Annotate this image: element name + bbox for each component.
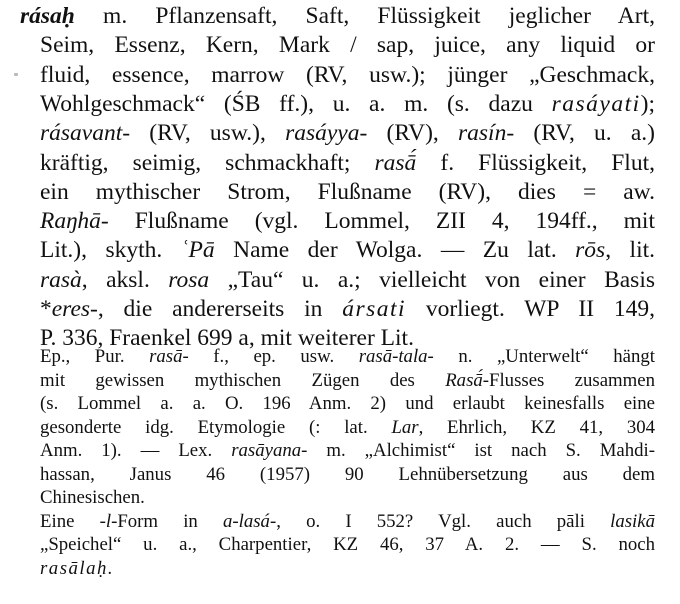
- note-line-1: [40, 345, 655, 368]
- main-term: ársati: [342, 296, 407, 322]
- main-line-2: [40, 32, 655, 59]
- main-text: , aksl.: [81, 266, 169, 293]
- main-line-6: [40, 150, 655, 177]
- main-text: , lit.: [605, 237, 655, 264]
- note-term: -l-: [99, 510, 118, 532]
- main-line-1: [20, 3, 655, 30]
- main-text: (RV),: [367, 120, 459, 147]
- main-text: Flußname (vgl. Lommel, ZII 4, 194ff., mit: [108, 208, 655, 235]
- main-text: Wohlgeschmack“ (ŚB ff.), u. a. m. (s. dazu: [40, 90, 552, 117]
- main-term: rasā́: [374, 149, 417, 176]
- note-text: f., ep. usw.: [188, 346, 359, 367]
- note-text: m. „Alchimist“ ist nach S. Mahdi-: [307, 440, 655, 461]
- main-term: rásaḥ: [20, 3, 75, 29]
- main-text: P. 336, Fraenkel 699 a, mit weiterer Lit.: [40, 325, 414, 352]
- main-term: rasà: [40, 266, 82, 293]
- main-text: );: [640, 90, 655, 117]
- main-term: rásavant-: [40, 120, 131, 147]
- main-text: , die andererseits in: [97, 296, 343, 322]
- note-term: rasā-: [149, 346, 189, 367]
- main-line-8: [40, 208, 655, 235]
- main-text: Seim, Essenz, Kern, Mark / sap, juice, any liquid or: [40, 32, 655, 59]
- main-text: Lit.), skyth.: [40, 237, 181, 264]
- main-term: rasín-: [458, 120, 515, 147]
- note-line-5: [40, 439, 655, 462]
- main-term: rasáyya-: [285, 120, 368, 147]
- note-term: a-lasá-: [222, 510, 277, 532]
- main-term: Raŋhā-: [40, 208, 109, 235]
- main-text: kräftig, seimig, schmackhaft;: [40, 149, 375, 176]
- note-line-8: [40, 510, 655, 533]
- main-term: rōs: [575, 237, 606, 264]
- note-text: , Ehrlich, KZ 41, 304: [418, 416, 655, 438]
- note-text: mit gewissen mythischen Zügen des: [40, 369, 446, 391]
- note-text: -Flusses zusammen: [482, 369, 655, 391]
- note-line-2: [40, 369, 655, 392]
- note-text: , o. I 552? Vgl. auch pāli: [276, 510, 611, 532]
- note-line-3: [40, 392, 655, 415]
- note-term: rasā-tala-: [358, 346, 434, 367]
- note-line-6: [40, 463, 655, 486]
- note-text: Eine: [40, 510, 100, 532]
- note-line-7: [40, 486, 145, 509]
- main-line-5: [40, 120, 655, 147]
- note-text: Anm. 1). — Lex.: [40, 440, 232, 461]
- main-text: m. Pflanzensaft, Saft, Flüssigkeit jeglicher Art,: [74, 3, 655, 29]
- main-term: rasáyati: [551, 90, 641, 117]
- main-text: Name der Wolga. — Zu lat.: [214, 237, 576, 264]
- note-text: Chinesischen.: [40, 487, 145, 508]
- note-term: lasikā: [610, 510, 655, 532]
- note-text: „Speichel“ u. a., Charpentier, KZ 46, 37 A. 2. — S. noch: [40, 534, 655, 555]
- note-term: rasālaḥ.: [40, 557, 115, 579]
- note-line-4: [40, 416, 655, 439]
- main-text: (RV, usw.),: [130, 120, 286, 147]
- note-line-9: [40, 533, 655, 556]
- main-term: eres-: [51, 296, 98, 322]
- main-text: f. Flüssigkeit, Flut,: [416, 149, 655, 176]
- scan-speck: [14, 73, 18, 76]
- note-line-10: [40, 557, 114, 580]
- note-text: n. „Unterwelt“ hängt: [433, 346, 655, 367]
- main-line-9: [40, 237, 655, 264]
- main-line-7: [40, 179, 655, 206]
- main-line-3: [40, 62, 655, 89]
- main-text: vorliegt. WP II 149,: [406, 296, 655, 322]
- main-text: ein mythischer Strom, Flußname (RV), dies = aw.: [40, 178, 655, 205]
- note-term: rasāyana-: [231, 440, 308, 461]
- note-term: Rasā́: [445, 369, 483, 391]
- note-text: Form in: [117, 510, 223, 532]
- main-text: fluid, essence, marrow (RV, usw.); jünger „Geschmack,: [40, 61, 655, 88]
- main-text: *: [40, 296, 52, 322]
- note-text: Ep., Pur.: [40, 346, 150, 367]
- main-line-10: [40, 267, 655, 294]
- note-text: gesonderte idg. Etymologie (: lat.: [40, 416, 392, 438]
- main-text: „Tau“ u. a.; vielleicht von einer Basis: [209, 266, 655, 293]
- note-text: (s. Lommel a. a. O. 196 Anm. 2) und erlaubt keinesfalls eine: [40, 393, 655, 414]
- note-text: hassan, Janus 46 (1957) 90 Lehnübersetzung aus dem: [40, 463, 655, 485]
- note-term: Lar: [391, 416, 419, 438]
- main-term: ʿPā: [180, 237, 215, 264]
- main-line-4: [40, 91, 655, 118]
- main-term: rosa: [168, 266, 210, 293]
- main-text: (RV, u. a.): [514, 120, 655, 147]
- main-line-11: [40, 296, 655, 323]
